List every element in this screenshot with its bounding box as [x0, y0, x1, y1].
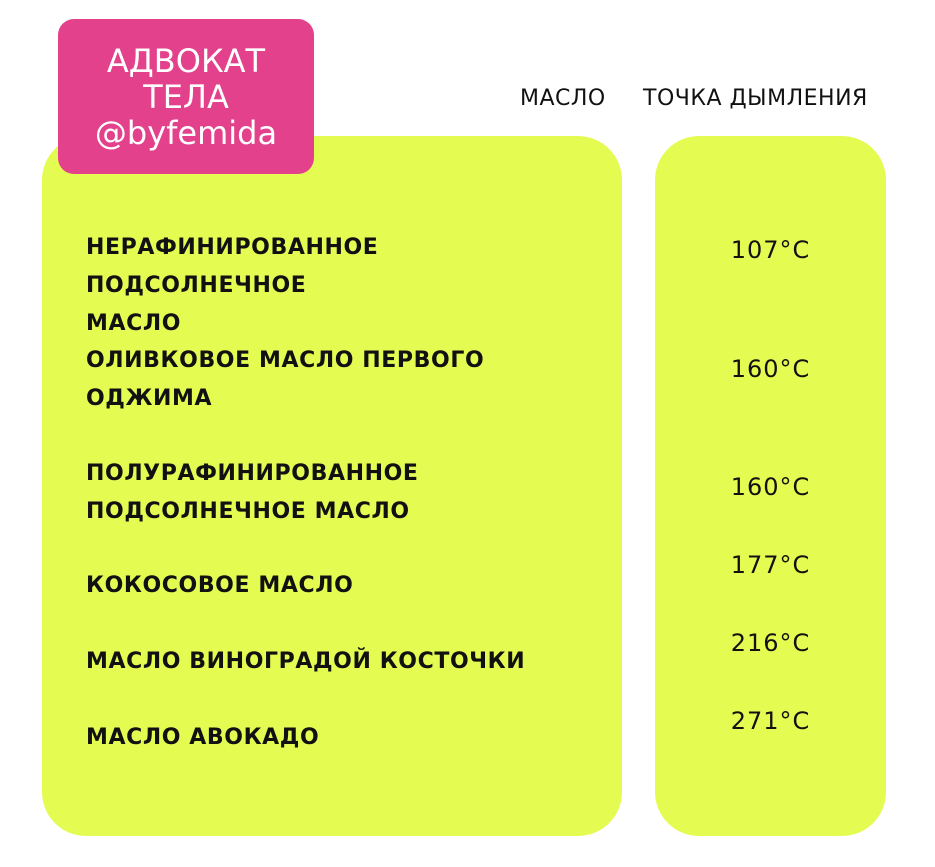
oil-name	[86, 342, 606, 418]
oil-name-line: ПОЛУРАФИНИРОВАННОЕ	[86, 461, 419, 486]
brand-line-1: АДВОКАТ	[106, 41, 266, 80]
oil-name-line: ПОДСОЛНЕЧНОЕ МАСЛО	[86, 499, 410, 524]
oil-name-line: МАСЛО АВОКАДО	[86, 725, 320, 750]
column-header-smoke-point: ТОЧКА ДЫМЛЕНИЯ	[643, 86, 868, 111]
brand-handle: @byfemida	[94, 113, 278, 152]
brand-badge	[58, 19, 314, 174]
oil-name	[86, 719, 606, 757]
smoke-point-value: 177°C	[730, 551, 811, 579]
oil-name	[86, 643, 606, 681]
oil-name	[86, 229, 606, 343]
oil-name-line: МАСЛО	[86, 311, 182, 336]
oil-name-line: НЕРАФИНИРОВАННОЕ ПОДСОЛНЕЧНОЕ	[86, 235, 379, 298]
smoke-point-value: 107°C	[730, 236, 811, 264]
oil-name	[86, 567, 606, 605]
oil-name-line: КОКОСОВОЕ МАСЛО	[86, 573, 354, 598]
oil-name-line: ОДЖИМА	[86, 386, 213, 411]
oil-name-line: МАСЛО ВИНОГРАДОЙ КОСТОЧКИ	[86, 649, 526, 674]
smoke-point-value: 271°C	[730, 707, 811, 735]
smoke-point-value: 216°C	[730, 629, 811, 657]
smoke-point-value: 160°C	[730, 355, 811, 383]
oil-name	[86, 455, 606, 531]
column-header-oil: МАСЛО	[520, 86, 606, 111]
brand-line-2: ТЕЛА	[143, 77, 229, 116]
oil-name-line: ОЛИВКОВОЕ МАСЛО ПЕРВОГО	[86, 348, 485, 373]
smoke-point-value: 160°C	[730, 473, 811, 501]
